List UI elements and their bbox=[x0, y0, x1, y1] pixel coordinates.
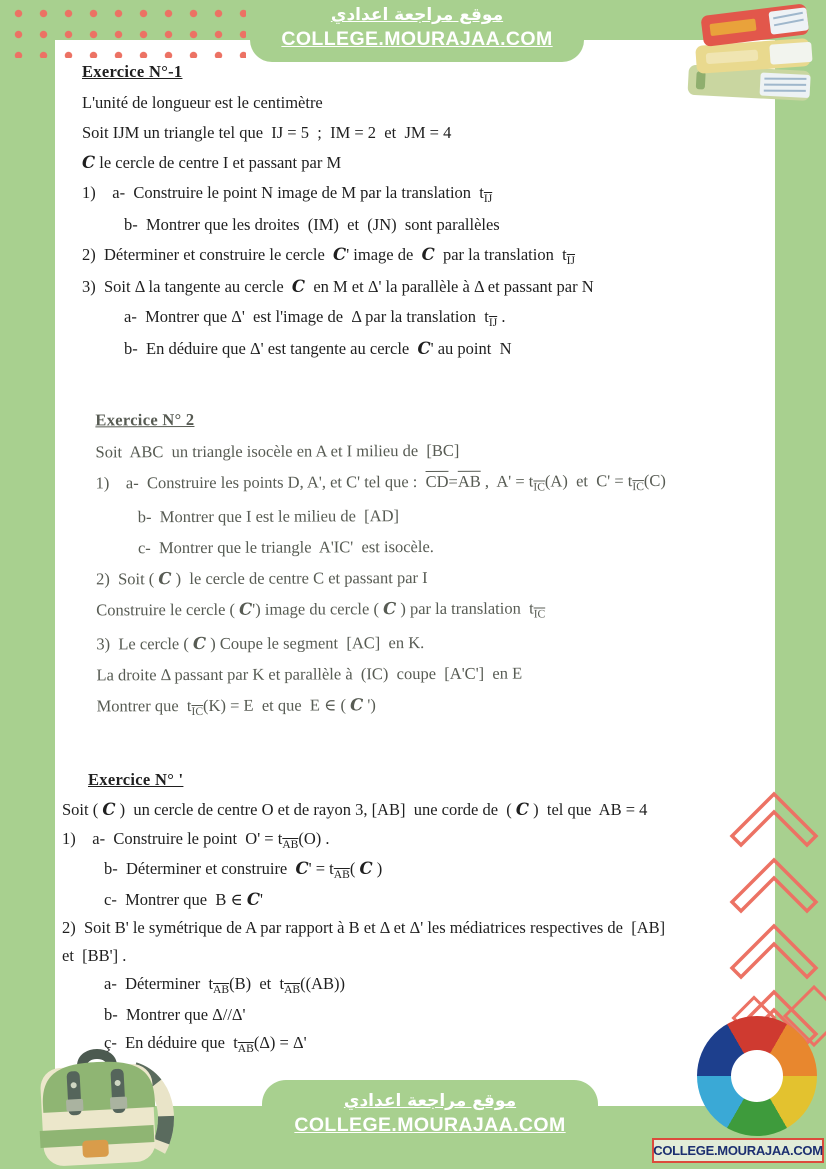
exercise-line bbox=[138, 530, 754, 564]
logo-ribbon bbox=[652, 1138, 824, 1163]
text-segment: L'unité de longueur est le centimètre bbox=[82, 93, 323, 112]
exercise-line bbox=[124, 302, 754, 334]
exercise-1 bbox=[82, 62, 754, 364]
script-c-symbol: C bbox=[291, 277, 306, 297]
text-segment: b- En déduire que Δ' est tangente au cercle bbox=[124, 339, 418, 359]
script-c-symbol: C bbox=[246, 889, 260, 909]
exercise-line bbox=[104, 886, 754, 914]
text-segment: c- Montrer que B ∈ bbox=[104, 889, 247, 909]
exercise-line bbox=[62, 942, 754, 970]
text-segment: Construire le cercle ( bbox=[96, 599, 240, 620]
text-segment: et [BB'] . bbox=[62, 945, 127, 965]
exercise-line bbox=[124, 210, 754, 240]
chevron-up-icon bbox=[726, 786, 822, 850]
text-segment: c- Montrer que le triangle A'IC' est isocèle. bbox=[137, 536, 434, 558]
text-segment: ) par la translation t bbox=[396, 598, 534, 619]
text-segment: IC bbox=[632, 481, 644, 494]
exercise-line bbox=[82, 178, 754, 210]
text-segment: (Δ) = Δ' bbox=[253, 1032, 307, 1052]
text-segment: ((AB)) bbox=[300, 973, 346, 993]
exercise-line bbox=[96, 561, 754, 595]
text-segment: AB bbox=[284, 984, 301, 997]
script-c-symbol: C bbox=[239, 599, 253, 619]
text-segment: $\overline{CD}$ bbox=[425, 472, 449, 492]
exercise-title: Exercice N° 2 bbox=[95, 410, 195, 430]
script-c-symbol: C bbox=[359, 859, 373, 879]
text-segment: AB bbox=[213, 984, 230, 997]
text-segment: IJ bbox=[488, 317, 498, 330]
text-segment: Montrer que t bbox=[96, 695, 192, 716]
text-segment: b- Montrer que les droites (IM) et (JN) sont parallèles bbox=[124, 215, 500, 235]
text-segment: b- Montrer que I est le milieu de [AD] bbox=[137, 506, 400, 527]
text-segment: 2) Déterminer et construire le cercle bbox=[82, 245, 334, 265]
text-segment: IC bbox=[533, 608, 546, 621]
text-segment: AB bbox=[333, 869, 350, 882]
exercise-line bbox=[104, 970, 754, 1001]
text-segment: ) tel que AB = 4 bbox=[529, 800, 648, 820]
exercise-line bbox=[62, 796, 754, 824]
exercise-line bbox=[62, 914, 754, 942]
text-segment: (C) bbox=[643, 471, 666, 491]
exercise-line bbox=[82, 148, 754, 178]
exercise-line bbox=[96, 465, 754, 502]
exercise-3 bbox=[62, 770, 754, 1059]
exercise-line bbox=[96, 592, 754, 629]
text-segment: ) bbox=[372, 859, 383, 879]
exercise-title: Exercice N° ' bbox=[88, 770, 184, 790]
text-segment: , A' = t bbox=[480, 471, 534, 491]
header-banner bbox=[250, 0, 584, 62]
script-c-symbol: C bbox=[158, 569, 172, 589]
exercise-line bbox=[82, 240, 754, 272]
text-segment: b- Déterminer et construire bbox=[104, 859, 296, 879]
text-segment: (O) . bbox=[298, 828, 330, 848]
text-segment: $\overline{AB}$ bbox=[457, 471, 481, 492]
books-stack-icon bbox=[682, 2, 824, 106]
footer-site-title-arabic[interactable]: موقع مراجعة اعدادي bbox=[343, 1091, 517, 1111]
text-segment: par la translation t bbox=[434, 245, 567, 265]
text-segment: ' = t bbox=[308, 859, 334, 879]
education-ring-logo-icon bbox=[697, 1016, 817, 1136]
script-c-symbol: C bbox=[515, 800, 530, 820]
text-segment: 2) Soit ( bbox=[96, 569, 159, 589]
text-segment: en M et Δ' la parallèle à Δ et passant par N bbox=[305, 277, 594, 297]
text-segment: ) le cercle de centre C et passant par I bbox=[171, 567, 428, 589]
text-segment: AB bbox=[237, 1042, 254, 1055]
exercise-title: Exercice N°-1 bbox=[82, 62, 183, 81]
chevron-up-icon bbox=[726, 918, 822, 982]
exercise-line bbox=[96, 656, 754, 690]
script-c-symbol: C bbox=[417, 339, 431, 359]
text-segment: b- Montrer que Δ//Δ' bbox=[104, 1004, 246, 1024]
text-segment: Soit ABC un triangle isocèle en A et I milieu de [BC] bbox=[95, 441, 460, 462]
exercise-line bbox=[82, 118, 754, 148]
text-segment: (K) = E et que E ∈ ( bbox=[202, 695, 351, 715]
text-segment: ') image du cercle ( bbox=[252, 599, 384, 619]
text-segment: ) Coupe le segment [AC] en K. bbox=[206, 632, 425, 653]
exercise-line bbox=[97, 687, 755, 724]
header-site-title-arabic[interactable]: موقع مراجعة اعدادي bbox=[330, 5, 504, 25]
text-segment: = bbox=[448, 472, 458, 492]
frame-left-band bbox=[0, 0, 55, 1169]
exercise-line bbox=[104, 1029, 754, 1060]
text-segment: 1) a- Construire le point N image de M par la translation t bbox=[82, 183, 484, 203]
text-segment: ') bbox=[363, 694, 376, 715]
text-segment: 2) Soit B' le symétrique de A par rapport à B et Δ et Δ' les médiatrices respectives de [AB] bbox=[62, 917, 666, 937]
exercise-line bbox=[95, 434, 753, 468]
text-segment: ' image de bbox=[346, 245, 422, 265]
header-site-url-link[interactable]: COLLEGE.MOURAJAA.COM bbox=[281, 27, 553, 50]
script-c-symbol: C bbox=[295, 859, 309, 879]
text-segment: IJ bbox=[566, 255, 576, 268]
text-segment: 1) a- Construire le point O' = t bbox=[62, 828, 283, 848]
script-c-symbol: C bbox=[350, 695, 364, 715]
script-c-symbol: C bbox=[192, 633, 207, 653]
text-segment: 3) Soit Δ la tangente au cercle bbox=[82, 277, 292, 297]
text-segment: a- Déterminer t bbox=[104, 973, 214, 993]
exercise-2 bbox=[95, 408, 754, 724]
backpack-icon bbox=[16, 1040, 192, 1169]
text-segment: Soit ( bbox=[62, 800, 103, 820]
logo-ribbon-text: COLLEGE.MOURAJAA.COM bbox=[653, 1143, 823, 1158]
exercise-line bbox=[138, 499, 754, 533]
text-segment: 1) a- Construire les points D, A', et C' tel que : bbox=[95, 472, 426, 493]
footer-banner bbox=[262, 1080, 598, 1169]
exercise-line bbox=[62, 825, 754, 856]
footer-site-url-link[interactable]: COLLEGE.MOURAJAA.COM bbox=[294, 1113, 566, 1136]
text-segment: ' bbox=[259, 889, 263, 909]
script-c-symbol: C bbox=[82, 153, 96, 173]
text-segment: AB bbox=[282, 838, 299, 851]
script-c-symbol: C bbox=[333, 245, 347, 265]
text-segment: IJ bbox=[483, 193, 493, 206]
exercise-line bbox=[82, 272, 754, 302]
script-c-symbol: C bbox=[421, 245, 435, 265]
text-segment: le cercle de centre I et passant par M bbox=[95, 153, 342, 173]
logo-center-hole bbox=[731, 1050, 783, 1102]
exercise-line bbox=[104, 1001, 754, 1029]
text-segment: IC bbox=[533, 481, 545, 494]
text-segment: (A) et C' = t bbox=[544, 471, 633, 491]
text-segment: IC bbox=[191, 705, 204, 718]
exercise-line bbox=[104, 855, 754, 886]
exercise-line bbox=[124, 334, 754, 364]
script-c-symbol: C bbox=[102, 800, 116, 820]
script-c-symbol: C bbox=[383, 599, 397, 619]
text-segment: ) un cercle de centre O et de rayon 3, [AB] une corde de ( bbox=[115, 800, 516, 820]
text-segment: 3) Le cercle ( bbox=[96, 633, 194, 654]
exercise-line bbox=[82, 88, 754, 118]
exercise-line bbox=[96, 625, 754, 659]
dots-pattern-icon bbox=[0, 0, 246, 58]
text-segment: ' au point N bbox=[430, 339, 512, 359]
text-segment: a- Montrer que Δ' est l'image de Δ par la translation t bbox=[124, 307, 489, 327]
document-content bbox=[62, 62, 754, 1059]
text-segment: . bbox=[497, 307, 506, 327]
text-segment: Soit IJM un triangle tel que IJ = 5 ; IM = 2 et JM = 4 bbox=[82, 123, 452, 143]
text-segment: La droite Δ passant par K et parallèle à (IC) coupe [A'C'] en E bbox=[96, 663, 523, 685]
text-segment: ( bbox=[349, 859, 360, 879]
text-segment: ç- En déduire que t bbox=[104, 1032, 238, 1052]
chevron-up-icon bbox=[726, 852, 822, 916]
text-segment: (B) et t bbox=[229, 973, 285, 993]
